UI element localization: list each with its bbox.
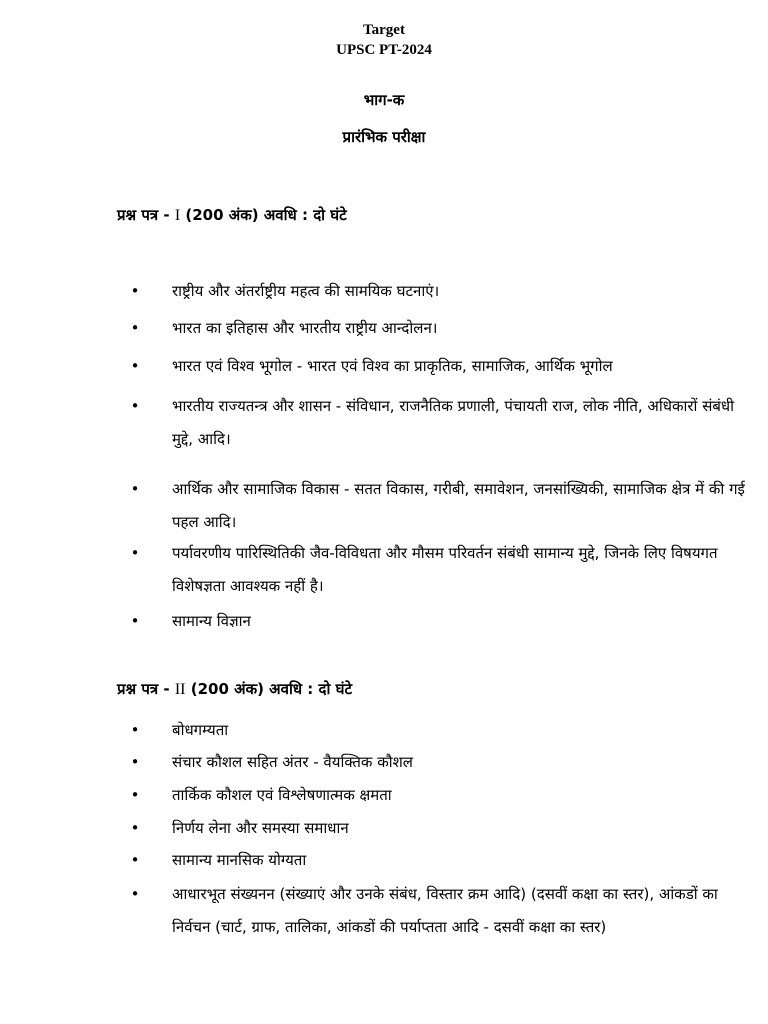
part-heading: भाग-क: [363, 91, 405, 109]
list-item-text: भारतीय राज्यतन्त्र और शासन - संविधान, राजनैतिक प्रणाली, पंचायती राज, लोक नीति, अधिकारों संबंधी मुद्दे, आदि।: [172, 397, 735, 448]
bullet-icon: •: [130, 721, 140, 739]
list-item-text: निर्णय लेना और समस्या समाधान: [172, 819, 349, 837]
bullet-icon: •: [130, 357, 140, 375]
bullet-icon: •: [130, 786, 140, 804]
list-item-text: राष्ट्रीय और अंतर्राष्ट्रीय महत्व की सामयिक घटनाएं।: [172, 282, 440, 300]
list-item-text: भारत एवं विश्व भूगोल - भारत एवं विश्व का प्राकृतिक, सामाजिक, आर्थिक भूगोल: [172, 357, 613, 375]
list-item-text: पर्यावरणीय पारिस्थितिकी जैव-विविधता और मौसम परिवर्तन संबंधी सामान्य मुद्दे, जिनके लिए विषयगत विशेषज्ञता आवश्यक नहीं है।: [172, 544, 718, 595]
list-item-text: तार्किक कौशल एवं विश्लेषणात्मक क्षमता: [172, 786, 392, 804]
bullet-icon: •: [130, 885, 140, 903]
list-item-text: सामान्य विज्ञान: [172, 612, 251, 630]
paper-2-suffix: (200 अंक) अवधि : दो घंटे: [185, 680, 353, 698]
paper-2-heading: [117, 678, 352, 701]
bullet-icon: •: [130, 282, 140, 300]
paper-1-roman: I: [174, 207, 181, 224]
list-item-text: संचार कौशल सहित अंतर - वैयक्तिक कौशल: [172, 753, 413, 771]
bullet-icon: •: [130, 851, 140, 869]
bullet-icon: •: [130, 480, 140, 498]
bullet-icon: •: [130, 319, 140, 337]
paper-2-roman: II: [174, 681, 186, 698]
bullet-icon: •: [130, 612, 140, 630]
bullet-icon: •: [130, 544, 140, 562]
paper-1-heading: [117, 204, 347, 227]
list-item-text: सामान्य मानसिक योग्यता: [172, 851, 307, 869]
bullet-icon: •: [130, 397, 140, 415]
bullet-icon: •: [130, 753, 140, 771]
header-exam: UPSC PT-2024: [336, 42, 432, 58]
bullet-icon: •: [130, 819, 140, 837]
paper-1-suffix: (200 अंक) अवधि : दो घंटे: [180, 206, 347, 224]
list-item-text: आर्थिक और सामाजिक विकास - सतत विकास, गरीबी, समावेशन, जनसांख्यिकी, सामाजिक क्षेत्र में की गई पहल आदि।: [172, 480, 745, 531]
exam-heading: प्रारंभिक परीक्षा: [342, 128, 426, 146]
paper-1-prefix: प्रश्न पत्र -: [117, 206, 175, 224]
list-item-text: बोधगम्यता: [172, 721, 229, 739]
list-item-text: भारत का इतिहास और भारतीय राष्ट्रीय आन्दोलन।: [172, 319, 438, 337]
header-target: Target: [363, 22, 405, 38]
list-item-text: आधारभूत संख्यनन (संख्याएं और उनके संबंध, विस्तार क्रम आदि) (दसवीं कक्षा का स्तर), आंकडों का निर्वचन (चार्ट, ग्राफ, तालिका, आंकडों की पर्याप्तता आदि - दसवीं कक्षा का स्तर): [172, 885, 718, 936]
paper-2-prefix: प्रश्न पत्र -: [117, 680, 175, 698]
